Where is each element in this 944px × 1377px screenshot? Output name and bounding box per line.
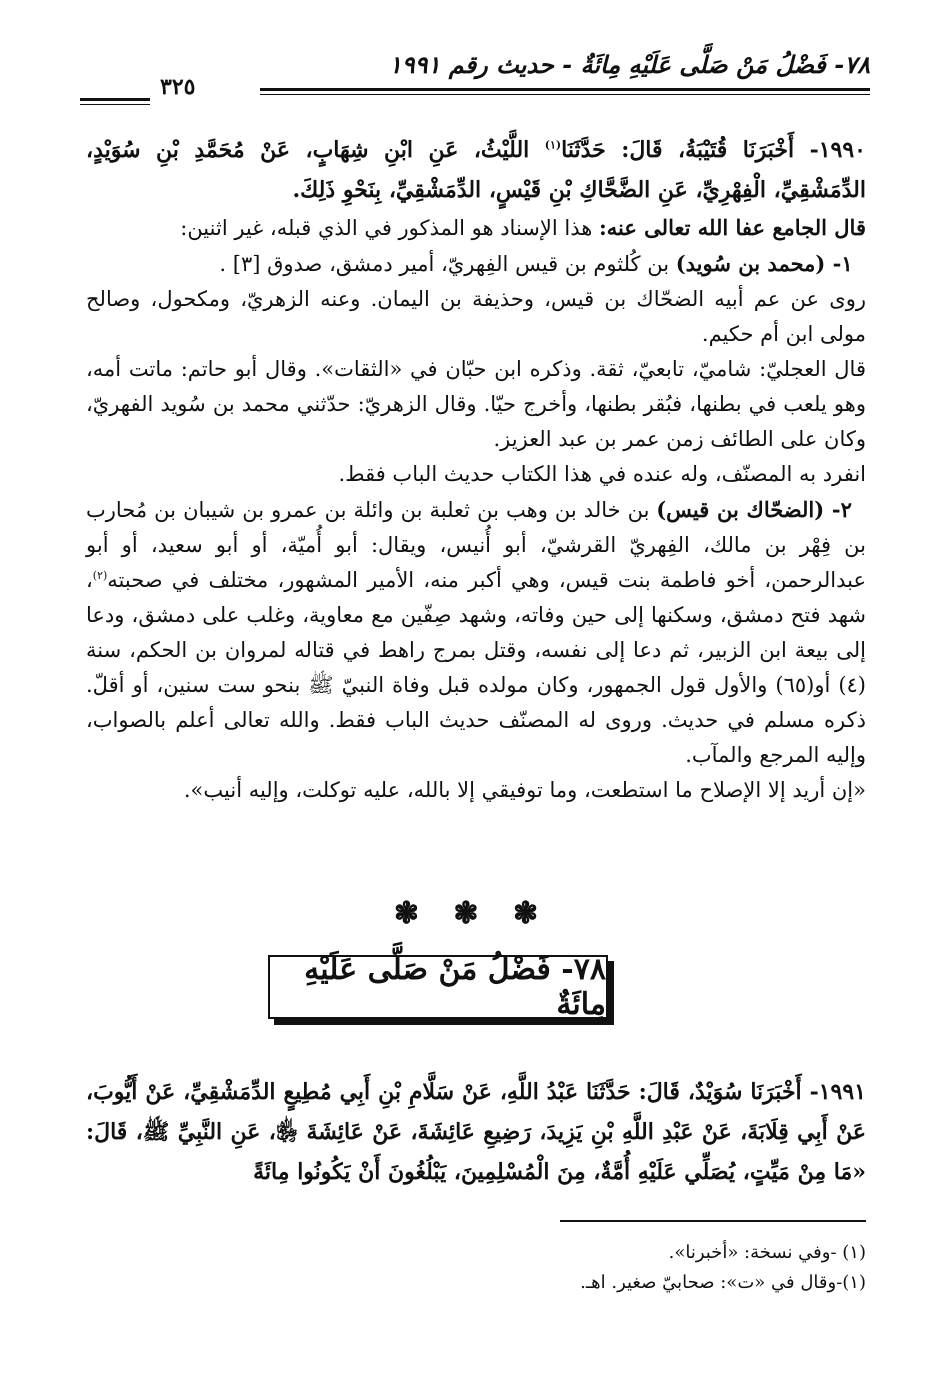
closing-quote: «إن أريد إلا الإصلاح ما استطعت، وما توفيقي إلا بالله، عليه توكلت، وإليه أنيب». xyxy=(183,778,866,802)
header-rule-short xyxy=(80,98,150,105)
running-header xyxy=(80,50,870,110)
jami-label: قال الجامع عفا الله تعالى عنه: xyxy=(598,215,866,240)
narrator-2-text-cont: ، شهد فتح دمشق، وسكنها إلى حين وفاته، وشهد صِفّين مع معاوية، وغلب على دمشق، ودعا إلى بيعة ابن الزبير، ثم دعا إلى نفسه، وقتل بمرج راهط في قتاله لمروان بن الحكم، سنة (٤) أو(٦٥) والأول قول الجمهور، وكان مولده قبل وفاة النبيّ ﷺ بنحو ست سنين، أو أقلّ. ذكره مسلم في حديث. وروى له المصنّف حديث الباب فقط. والله تعالى أعلم بالصواب، وإليه المرجع والمآب. xyxy=(86,568,866,767)
footnote-2: (١)-وقال في «ت»: صحابيّ صغير. اهـ. xyxy=(580,1272,866,1293)
hadith-section xyxy=(86,1072,866,1192)
jami-text: هذا الإسناد هو المذكور في الذي قبله، غير اثنين: xyxy=(180,216,599,240)
footnotes xyxy=(86,1238,866,1298)
hadith-1991: ١٩٩١- أَخْبَرَنَا سُوَيْدٌ، قَالَ: حَدَّثَنَا عَبْدُ اللَّهِ، عَنْ سَلَّامِ بْنِ أَبِي مُطِيعٍ الدِّمَشْقِيِّ، عَنْ أَيُّوبَ، عَنْ أَبِي قِلَابَةَ، عَنْ عَبْدِ اللَّهِ بْنِ يَزِيدَ، رَضِيعِ عَائِشَةَ، عَنْ عَائِشَةَ ﵂، عَنِ النَّبِيِّ ﷺ، قَالَ: «مَا مِنْ مَيِّتٍ، يُصَلِّي عَلَيْهِ أُمَّةٌ، مِنَ الْمُسْلِمِينَ، يَبْلُغُونَ أَنْ يَكُونُوا مِائَةً xyxy=(86,1079,866,1185)
narrator-1-note: انفرد به المصنّف، وله عنده في هذا الكتاب حديث الباب فقط. xyxy=(338,462,866,486)
footnote-1: (١) -وفي نسخة: «أخبرنا». xyxy=(668,1242,866,1263)
hadith-1990-text: ١٩٩٠- أَخْبَرَنَا قُتَيْبَةُ، قَالَ: حَدَّثَنَا xyxy=(561,137,866,163)
header-rule xyxy=(260,88,870,95)
footnote-ref-1: (١) xyxy=(544,138,562,152)
narrator-2-text: بن خالد بن وهب بن ثعلبة بن وائلة بن عمرو بن شيبان بن مُحارب بن فِهْر بن مالك، الفِهريّ القرشيّ، أبو أُنيس، ويقال: أبو أُميّة، أو أبو سعيد، أو أبو عبدالرحمن، أخو فاطمة بنت قيس، وهي أكبر منه، الأمير المشهور، مختلف في صحبته xyxy=(86,498,866,592)
chapter-title: ٧٨- فَضْلُ مَنْ صَلَّى عَلَيْهِ مِائَةٌ xyxy=(304,952,606,1022)
narrator-1-text: بن كُلثوم بن قيس الفِهريّ، أمير دمشق، صدوق [٣] . xyxy=(219,252,676,276)
section-separator: ❃ ❃ ❃ xyxy=(393,896,551,931)
footnote-divider xyxy=(560,1220,866,1222)
hadith-1990 xyxy=(86,130,866,210)
page-number: ٣٢٥ xyxy=(160,74,196,100)
narrator-1-students: روى عن عم أبيه الضحّاك بن قيس، وحذيفة بن اليمان. وعنه الزهريّ، ومكحول، وصالح مولى ابن أم حكيم. xyxy=(86,287,866,346)
commentary-section xyxy=(86,130,866,808)
narrator-1-grading: قال العجليّ: شاميّ، تابعيّ، ثقة. وذكره ابن حبّان في «الثقات». وقال أبو حاتم: ماتت أمه، وهو يلعب في بطنها، فبُقر بطنها، وأخرج حيّا. وقال الزهريّ: حدّثني محمد بن سُويد الفهريّ، وكان على الطائف زمن عمر بن عبد العزيز. xyxy=(86,357,866,451)
jami-note xyxy=(86,210,866,246)
narrator-1-entry xyxy=(86,246,866,282)
narrator-2-entry xyxy=(86,492,866,773)
narrator-1-name: ١- (محمد بن سُويد) xyxy=(675,251,853,276)
header-title: ٧٨- فَضْلُ مَنْ صَلَّى عَلَيْهِ مِائَةٌ - حديث رقم ١٩٩١ xyxy=(388,50,870,79)
footnote-ref-2: (٢) xyxy=(92,569,108,582)
chapter-heading xyxy=(268,952,608,1022)
narrator-2-name: ٢- (الضحّاك بن قيس) xyxy=(656,497,852,522)
hadith-1990-rest: اللَّيْثُ، عَنِ ابْنِ شِهَابٍ، عَنْ مُحَمَّدِ بْنِ سُوَيْدٍ، الدِّمَشْقِيِّ، الْفِهْرِيِّ، عَنِ الضَّحَّاكِ بْنِ قَيْسٍ، الدِّمَشْقِيِّ، بِنَحْوِ ذَلِكَ. xyxy=(86,137,866,203)
